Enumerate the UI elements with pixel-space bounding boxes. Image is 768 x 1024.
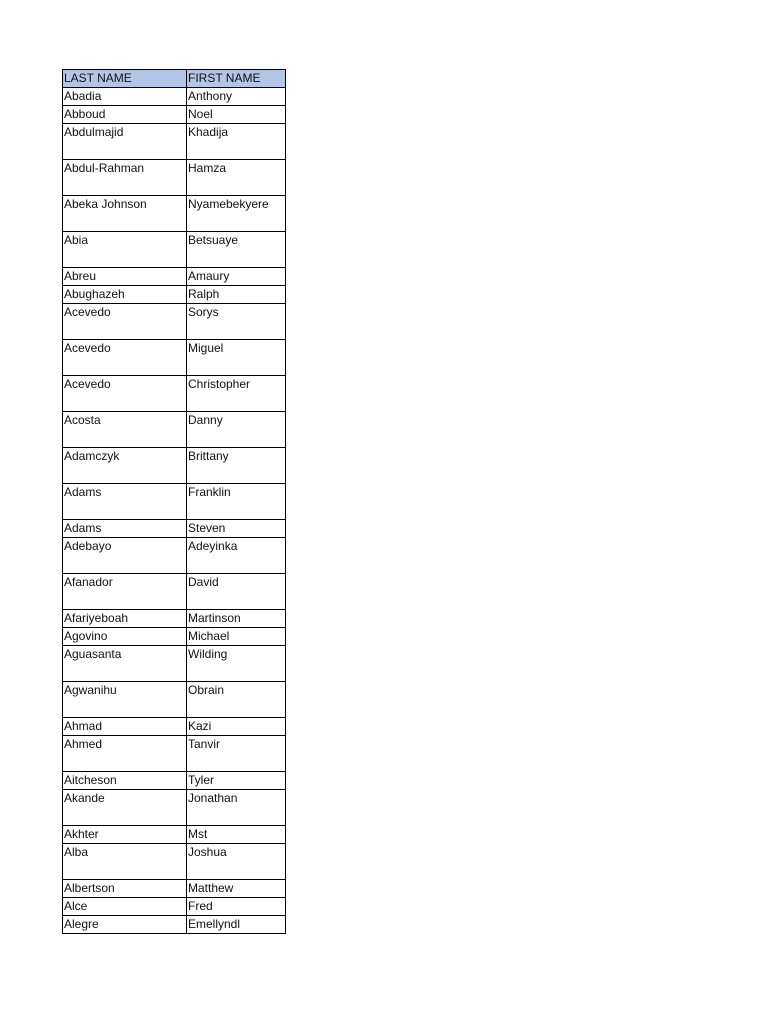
table-row	[63, 880, 286, 898]
first-name-cell: Amaury	[187, 268, 286, 286]
last-name-cell: Alegre	[63, 916, 187, 934]
first-name-cell: Betsuaye	[187, 232, 286, 268]
header-first-name: FIRST NAME	[187, 70, 286, 88]
table-row	[63, 448, 286, 484]
last-name-cell: Akande	[63, 790, 187, 826]
last-name-cell: Adebayo	[63, 538, 187, 574]
table-row	[63, 916, 286, 934]
table-row	[63, 826, 286, 844]
table-row	[63, 574, 286, 610]
first-name-cell: Miguel	[187, 340, 286, 376]
table-row	[63, 196, 286, 232]
first-name-cell: Martinson	[187, 610, 286, 628]
first-name-cell: Michael	[187, 628, 286, 646]
table-row	[63, 610, 286, 628]
table-row	[63, 232, 286, 268]
last-name-cell: Akhter	[63, 826, 187, 844]
table-row	[63, 682, 286, 718]
last-name-cell: Acosta	[63, 412, 187, 448]
first-name-cell: Sorys	[187, 304, 286, 340]
first-name-cell: David	[187, 574, 286, 610]
table-row	[63, 772, 286, 790]
last-name-cell: Aitcheson	[63, 772, 187, 790]
first-name-cell: Anthony	[187, 88, 286, 106]
last-name-cell: Adams	[63, 520, 187, 538]
first-name-cell: Tyler	[187, 772, 286, 790]
last-name-cell: Adams	[63, 484, 187, 520]
first-name-cell: Mst	[187, 826, 286, 844]
table-row	[63, 286, 286, 304]
last-name-cell: Abadia	[63, 88, 187, 106]
last-name-cell: Abia	[63, 232, 187, 268]
last-name-cell: Adamczyk	[63, 448, 187, 484]
table-row	[63, 412, 286, 448]
table-row	[63, 628, 286, 646]
table-row	[63, 844, 286, 880]
table-row	[63, 268, 286, 286]
first-name-cell: Joshua	[187, 844, 286, 880]
last-name-cell: Acevedo	[63, 340, 187, 376]
table-row	[63, 88, 286, 106]
first-name-cell: Ralph	[187, 286, 286, 304]
last-name-cell: Abreu	[63, 268, 187, 286]
last-name-cell: Aguasanta	[63, 646, 187, 682]
last-name-cell: Albertson	[63, 880, 187, 898]
last-name-cell: Abdulmajid	[63, 124, 187, 160]
first-name-cell: Nyamebekyere	[187, 196, 286, 232]
first-name-cell: Christopher	[187, 376, 286, 412]
first-name-cell: Steven	[187, 520, 286, 538]
first-name-cell: Jonathan	[187, 790, 286, 826]
last-name-cell: Afanador	[63, 574, 187, 610]
first-name-cell: Noel	[187, 106, 286, 124]
header-last-name: LAST NAME	[63, 70, 187, 88]
first-name-cell: Emellyndl	[187, 916, 286, 934]
last-name-cell: Ahmad	[63, 718, 187, 736]
last-name-cell: Afariyeboah	[63, 610, 187, 628]
table-row	[63, 124, 286, 160]
name-table	[62, 69, 286, 934]
table-row	[63, 160, 286, 196]
last-name-cell: Abdul-Rahman	[63, 160, 187, 196]
table-row	[63, 340, 286, 376]
table-row	[63, 538, 286, 574]
last-name-cell: Alba	[63, 844, 187, 880]
last-name-cell: Agwanihu	[63, 682, 187, 718]
table-row	[63, 646, 286, 682]
table-row	[63, 790, 286, 826]
table-row	[63, 736, 286, 772]
first-name-cell: Franklin	[187, 484, 286, 520]
last-name-cell: Abughazeh	[63, 286, 187, 304]
table-row	[63, 718, 286, 736]
first-name-cell: Matthew	[187, 880, 286, 898]
table-row	[63, 898, 286, 916]
last-name-cell: Agovino	[63, 628, 187, 646]
first-name-cell: Fred	[187, 898, 286, 916]
first-name-cell: Hamza	[187, 160, 286, 196]
first-name-cell: Wilding	[187, 646, 286, 682]
first-name-cell: Tanvir	[187, 736, 286, 772]
first-name-cell: Obrain	[187, 682, 286, 718]
table-row	[63, 106, 286, 124]
last-name-cell: Alce	[63, 898, 187, 916]
last-name-cell: Acevedo	[63, 376, 187, 412]
table-row	[63, 304, 286, 340]
last-name-cell: Abboud	[63, 106, 187, 124]
last-name-cell: Ahmed	[63, 736, 187, 772]
table-row	[63, 520, 286, 538]
first-name-cell: Khadija	[187, 124, 286, 160]
first-name-cell: Kazi	[187, 718, 286, 736]
table-row	[63, 484, 286, 520]
first-name-cell: Danny	[187, 412, 286, 448]
first-name-cell: Brittany	[187, 448, 286, 484]
first-name-cell: Adeyinka	[187, 538, 286, 574]
header-row	[63, 70, 286, 88]
table-row	[63, 376, 286, 412]
last-name-cell: Abeka Johnson	[63, 196, 187, 232]
last-name-cell: Acevedo	[63, 304, 187, 340]
